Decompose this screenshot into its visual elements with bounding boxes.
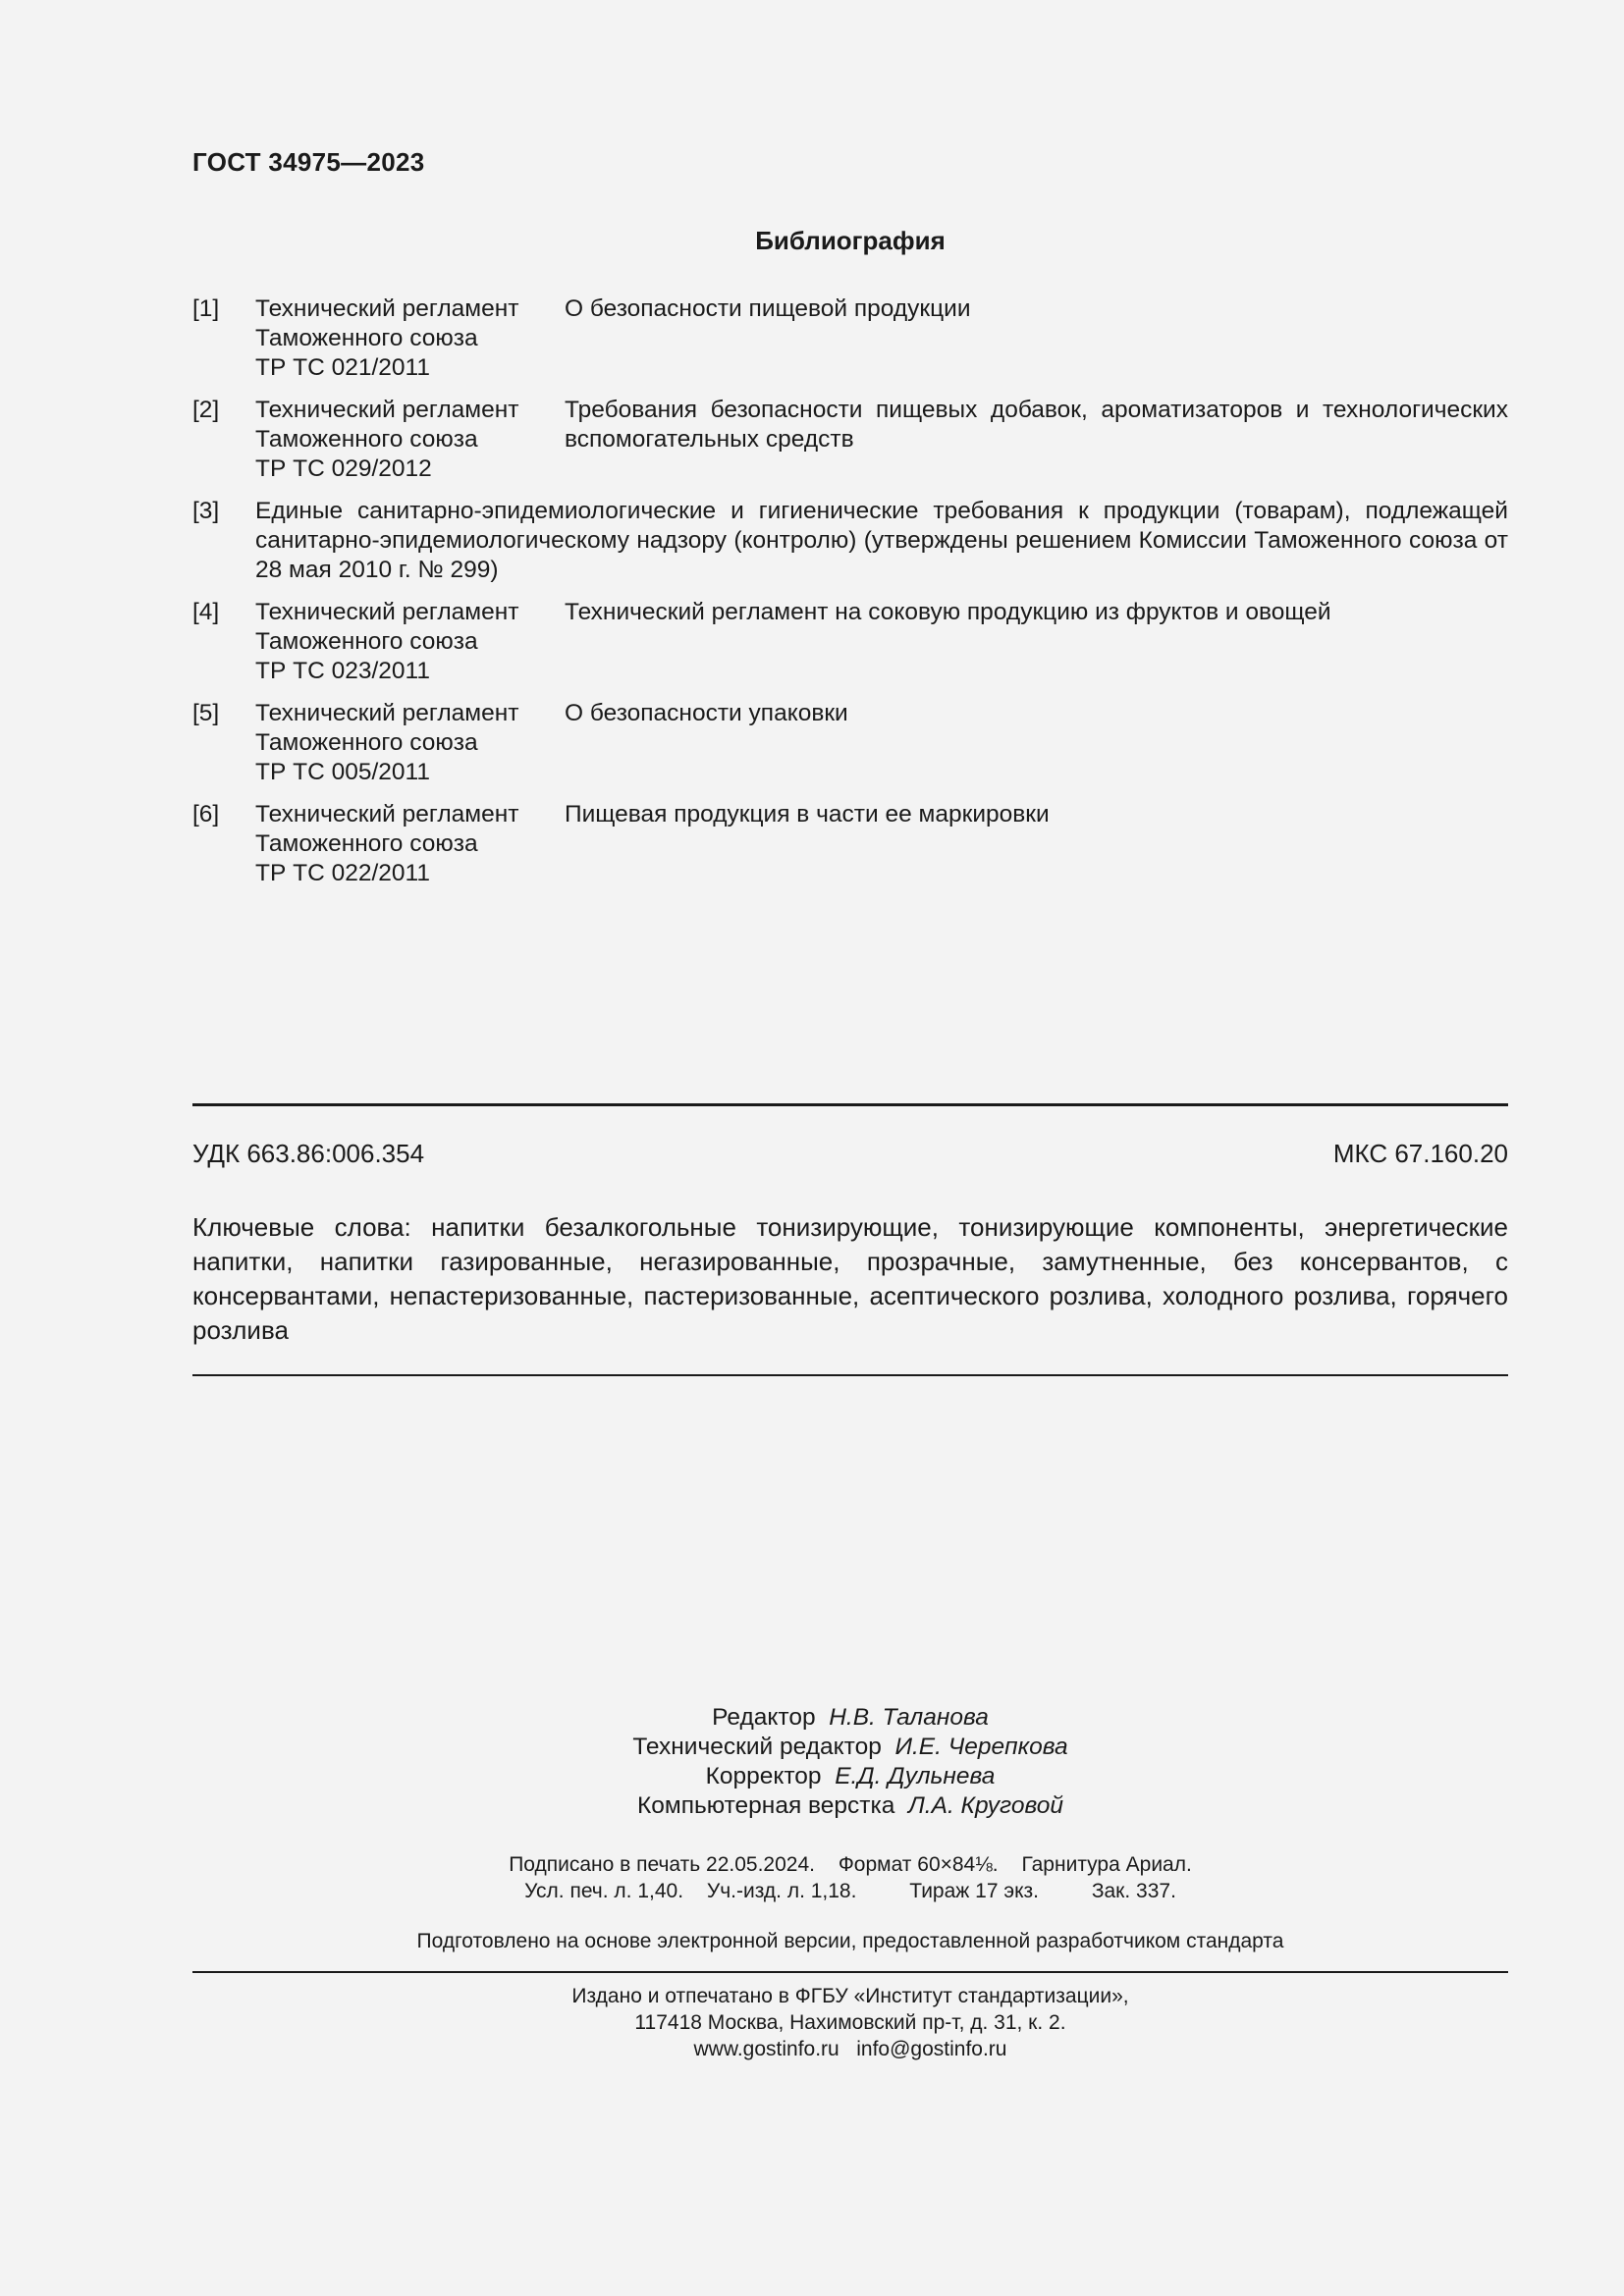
bibliography-entry bbox=[192, 294, 1508, 383]
print-info-line bbox=[192, 1851, 1508, 1878]
staff-role: Компьютерная верстка bbox=[636, 1792, 895, 1819]
entry-source-line: Таможенного союза bbox=[255, 628, 478, 655]
entry-source-line: ТР ТС 021/2011 bbox=[255, 354, 430, 381]
entry-source bbox=[255, 598, 565, 686]
entry-source-line: ТР ТС 022/2011 bbox=[255, 860, 430, 886]
entry-title: Пищевая продукция в части ее маркировки bbox=[565, 801, 1050, 828]
staff-line bbox=[192, 1733, 1508, 1762]
staff-role: Корректор bbox=[705, 1763, 822, 1789]
staff-line bbox=[192, 1791, 1508, 1821]
entry-source bbox=[255, 396, 565, 484]
print-sheets: Усл. печ. л. 1,40. bbox=[524, 1880, 684, 1902]
entry-title: О безопасности упаковки bbox=[565, 700, 848, 726]
entry-number: [1] bbox=[192, 295, 220, 322]
mks-code: МКС 67.160.20 bbox=[1332, 1139, 1508, 1168]
document-code: ГОСТ 34975—2023 bbox=[192, 147, 425, 177]
website-link[interactable]: www.gostinfo.ru bbox=[693, 2038, 839, 2060]
publisher-info bbox=[192, 1983, 1508, 2062]
staff-name: Л.А. Круговой bbox=[908, 1792, 1063, 1819]
staff-role: Редактор bbox=[712, 1704, 816, 1731]
bibliography-entry bbox=[192, 598, 1508, 686]
entry-source-line: Таможенного союза bbox=[255, 830, 478, 857]
publisher-address: 117418 Москва, Нахимовский пр-т, д. 31, к. 2. bbox=[634, 2011, 1066, 2034]
entry-number: [5] bbox=[192, 700, 220, 726]
entry-source-line: Технический регламент bbox=[255, 700, 519, 726]
entry-title: Требования безопасности пищевых добавок, ароматизаторов и технологических вспомогательных средств bbox=[565, 397, 1508, 453]
publishing-sheets: Уч.-изд. л. 1,18. bbox=[706, 1880, 857, 1902]
prepared-note: Подготовлено на основе электронной версии, предоставленной разработчиком стандарта bbox=[416, 1930, 1284, 1952]
classification-codes bbox=[192, 1139, 1508, 1169]
entry-source bbox=[255, 699, 565, 787]
bibliography-entry bbox=[192, 396, 1508, 484]
entry-source bbox=[255, 294, 565, 383]
entry-source-line: Таможенного союза bbox=[255, 426, 478, 453]
keywords-divider bbox=[192, 1374, 1508, 1376]
entry-source-line: Таможенного союза bbox=[255, 729, 478, 756]
entry-title: О безопасности пищевой продукции bbox=[565, 295, 971, 322]
entry-source-line: Технический регламент bbox=[255, 599, 519, 625]
bibliography-title: Библиография bbox=[755, 226, 946, 255]
entry-source-line: Таможенного союза bbox=[255, 325, 478, 351]
print-run: Тираж 17 экз. bbox=[909, 1880, 1039, 1902]
paper-format: Формат 60×84⅛. bbox=[838, 1853, 999, 1876]
entry-source-line: Технический регламент bbox=[255, 801, 519, 828]
email-link[interactable]: info@gostinfo.ru bbox=[856, 2038, 1007, 2060]
bibliography-entry bbox=[192, 699, 1508, 787]
print-info bbox=[192, 1851, 1508, 1904]
entry-source-line: ТР ТС 005/2011 bbox=[255, 759, 430, 785]
order-number: Зак. 337. bbox=[1091, 1880, 1176, 1902]
section-divider bbox=[192, 1103, 1508, 1106]
staff-line bbox=[192, 1703, 1508, 1733]
staff-name: И.Е. Черепкова bbox=[894, 1734, 1068, 1760]
entry-number: [4] bbox=[192, 599, 220, 625]
bibliography-entry bbox=[192, 800, 1508, 888]
bibliography-list bbox=[192, 294, 1508, 901]
staff-name: Н.В. Таланова bbox=[829, 1704, 989, 1731]
entry-source-line: Технический регламент bbox=[255, 295, 519, 322]
entry-title: Технический регламент на соковую продукцию из фруктов и овощей bbox=[565, 599, 1331, 625]
staff-line bbox=[192, 1762, 1508, 1791]
footer-divider bbox=[192, 1971, 1508, 1973]
entry-source-line: Технический регламент bbox=[255, 397, 519, 423]
entry-number: [3] bbox=[192, 498, 220, 524]
publisher-line: Издано и отпечатано в ФГБУ «Институт стандартизации», bbox=[571, 1985, 1129, 2007]
bibliography-entry bbox=[192, 497, 1508, 585]
entry-source bbox=[255, 800, 565, 888]
editorial-staff bbox=[192, 1703, 1508, 1821]
entry-source-line: ТР ТС 029/2012 bbox=[255, 455, 432, 482]
publisher-contacts bbox=[192, 2036, 1508, 2062]
entry-full-text: Единые санитарно-эпидемиологические и гигиенические требования к продукции (товарам), подлежащей санитарно-эпидемиологическому надзору (контролю) (утверждены решением Комиссии Таможенного союза от 28 мая 2010 г. № 299) bbox=[255, 498, 1508, 583]
udk-code: УДК 663.86:006.354 bbox=[192, 1139, 425, 1168]
staff-name: Е.Д. Дульнева bbox=[835, 1763, 996, 1789]
staff-role: Технический редактор bbox=[632, 1734, 882, 1760]
entry-number: [2] bbox=[192, 397, 220, 423]
keywords-paragraph: Ключевые слова: напитки безалкогольные тонизирующие, тонизирующие компоненты, энергетические напитки, напитки газированные, негазированные, прозрачные, замутненные, без консервантов, с консервантами, непастеризованные, пастеризованные, асептического розлива, холодного розлива, горячего розлива bbox=[192, 1212, 1508, 1345]
entry-number: [6] bbox=[192, 801, 220, 828]
signed-date: Подписано в печать 22.05.2024. bbox=[509, 1853, 815, 1876]
entry-source-line: ТР ТС 023/2011 bbox=[255, 658, 430, 684]
typeface: Гарнитура Ариал. bbox=[1021, 1853, 1192, 1876]
print-info-line bbox=[192, 1878, 1508, 1904]
